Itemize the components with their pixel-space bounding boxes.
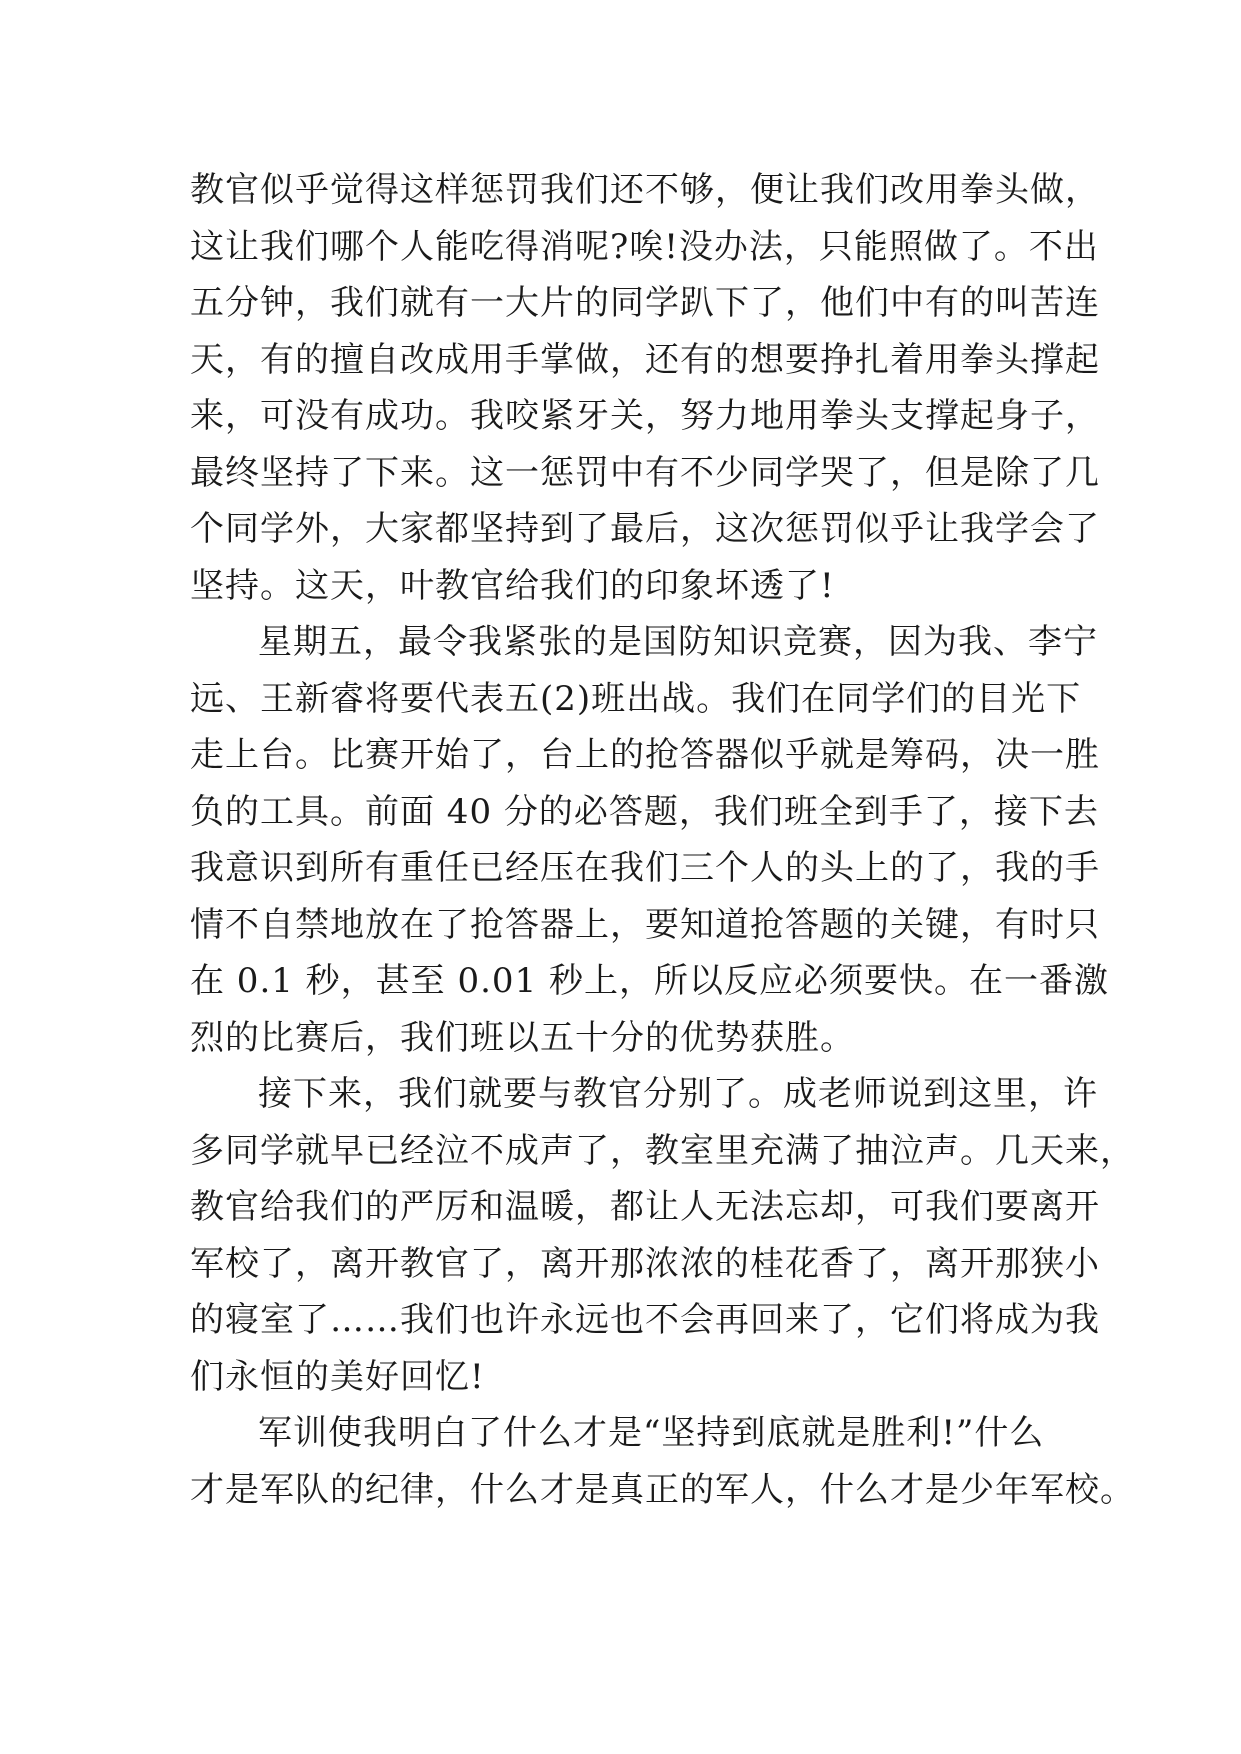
text-line: 军校了，离开教官了，离开那浓浓的桂花香了，离开那狭小 <box>190 1243 1100 1284</box>
text-line: 个同学外，大家都坚持到了最后，这次惩罚似乎让我学会了 <box>190 509 1100 549</box>
paragraph-3 <box>190 1066 1135 1405</box>
text-line: 来，可没有成功。我咬紧牙关，努力地用拳头支撑起身子， <box>190 396 1100 436</box>
text-line: 最终坚持了下来。这一惩罚中有不少同学哭了，但是除了几 <box>190 452 1100 493</box>
paragraph-1 <box>190 162 1100 614</box>
text-line: 在 0.1 秒，甚至 0.01 秒上，所以反应必须要快。在一番激 <box>190 961 1110 1001</box>
text-line: 才是军队的纪律，什么才是真正的军人，什么才是少年军校。 <box>190 1469 1135 1510</box>
text-line: 天，有的擅自改成用手掌做，还有的想要挣扎着用拳头撑起 <box>190 339 1100 380</box>
text-line: 情不自禁地放在了抢答器上，要知道抢答题的关键，有时只 <box>190 904 1100 945</box>
text-line: 接下来，我们就要与教官分别了。成老师说到这里，许 <box>258 1074 1098 1114</box>
text-line: 远、王新睿将要代表五(2)班出战。我们在同学们的目光下 <box>190 678 1082 719</box>
text-line: 这让我们哪个人能吃得消呢?唉!没办法，只能照做了。不出 <box>190 226 1099 267</box>
text-line: 教官似乎觉得这样惩罚我们还不够，便让我们改用拳头做， <box>190 170 1100 210</box>
paragraph-2 <box>190 614 1110 1066</box>
text-line: 我意识到所有重任已经压在我们三个人的头上的了，我的手 <box>190 848 1100 888</box>
text-line: 们永恒的美好回忆! <box>190 1356 485 1397</box>
text-line: 星期五，最令我紧张的是国防知识竞赛，因为我、李宁 <box>258 622 1098 662</box>
text-line: 五分钟，我们就有一大片的同学趴下了，他们中有的叫苦连 <box>190 283 1100 323</box>
text-line: 烈的比赛后，我们班以五十分的优势获胜。 <box>190 1017 855 1058</box>
paragraph-4 <box>190 1405 1135 1518</box>
text-line: 教官给我们的严厉和温暖，都让人无法忘却，可我们要离开 <box>190 1187 1100 1227</box>
text-line: 军训使我明白了什么才是“坚持到底就是胜利!”什么 <box>258 1413 1045 1453</box>
text-line: 坚持。这天，叶教官给我们的印象坏透了! <box>190 565 835 606</box>
text-line: 负的工具。前面 40 分的必答题，我们班全到手了，接下去 <box>190 791 1099 832</box>
text-line: 走上台。比赛开始了，台上的抢答器似乎就是筹码，决一胜 <box>190 735 1100 775</box>
text-line: 的寝室了……我们也许永远也不会再回来了，它们将成为我 <box>190 1300 1100 1340</box>
text-line: 多同学就早已经泣不成声了，教室里充满了抽泣声。几天来， <box>190 1130 1135 1171</box>
document-body <box>190 162 1135 1518</box>
